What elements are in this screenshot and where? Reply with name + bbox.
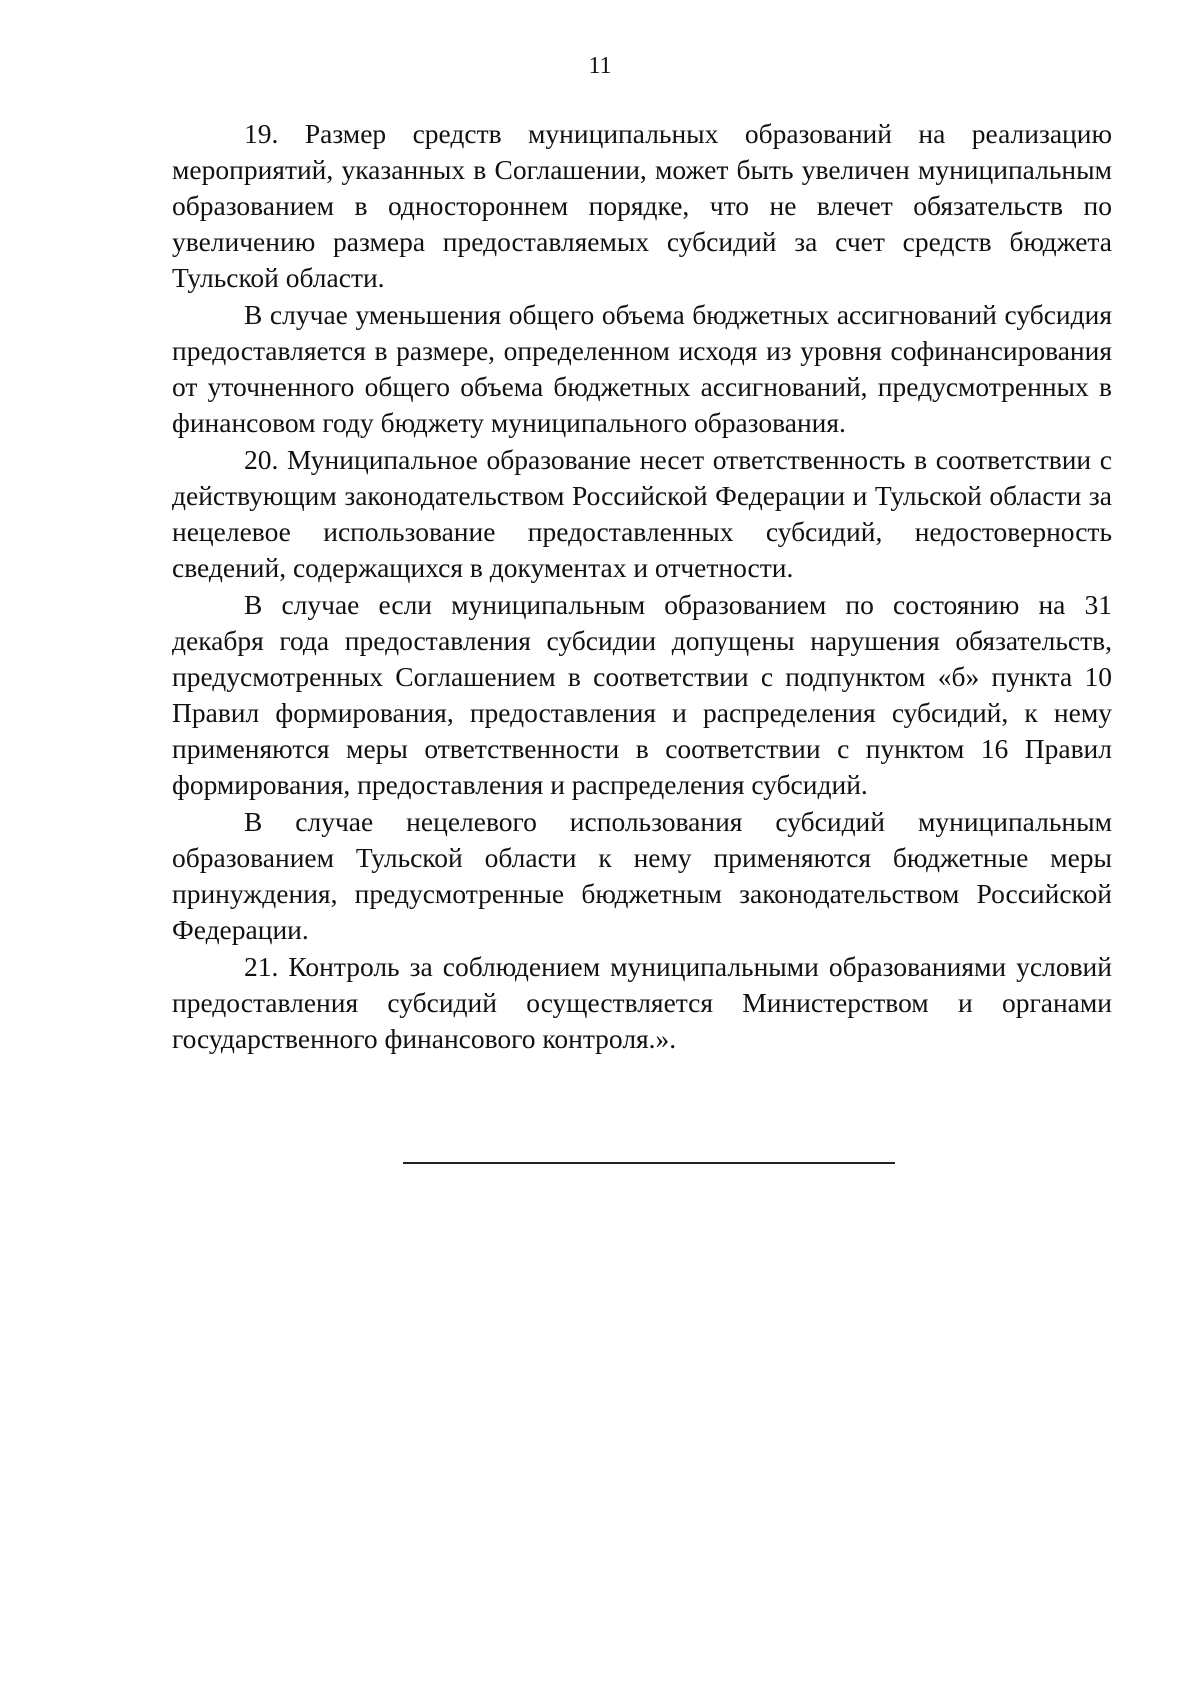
- paragraph-20: 20. Муниципальное образование несет ответственность в соответствии с действующим законодательством Российской Федерации и Тульской области за нецелевое использование предоставленных субсидий, недостоверность сведений, содержащихся в документах и отчетности.: [172, 444, 1112, 583]
- paragraph-19-budget-reduction: В случае уменьшения общего объема бюджетных ассигнований субсидия предоставляется в размере, определенном исходя из уровня софинансирования от уточненного общего объема бюджетных ассигнований, предусмотренных в финансовом году бюджету муниципального образования.: [172, 299, 1112, 438]
- document-body: [172, 116, 1112, 1057]
- end-separator-line: [403, 1162, 895, 1164]
- paragraph-21: 21. Контроль за соблюдением муниципальными образованиями условий предоставления субсидий осуществляется Министерством и органами государственного финансового контроля.».: [172, 951, 1112, 1054]
- paragraph-19: 19. Размер средств муниципальных образований на реализацию мероприятий, указанных в Соглашении, может быть увеличен муниципальным образованием в одностороннем порядке, что не влечет обязательств по увеличению размера предоставляемых субсидий за счет средств бюджета Тульской области.: [172, 118, 1112, 293]
- paragraph-20-misuse: В случае нецелевого использования субсидий муниципальным образованием Тульской области к нему применяются бюджетные меры принуждения, предусмотренные бюджетным законодательством Российской Федерации.: [172, 806, 1112, 945]
- page-number: 11: [588, 53, 612, 79]
- paragraph-20-violations: В случае если муниципальным образованием по состоянию на 31 декабря года предоставления субсидии допущены нарушения обязательств, предусмотренных Соглашением в соответствии с подпунктом «б» пункта 10 Правил формирования, предоставления и распределения субсидий, к нему применяются меры ответственности в соответствии с пунктом 16 Правил формирования, предоставления и распределения субсидий.: [172, 589, 1112, 800]
